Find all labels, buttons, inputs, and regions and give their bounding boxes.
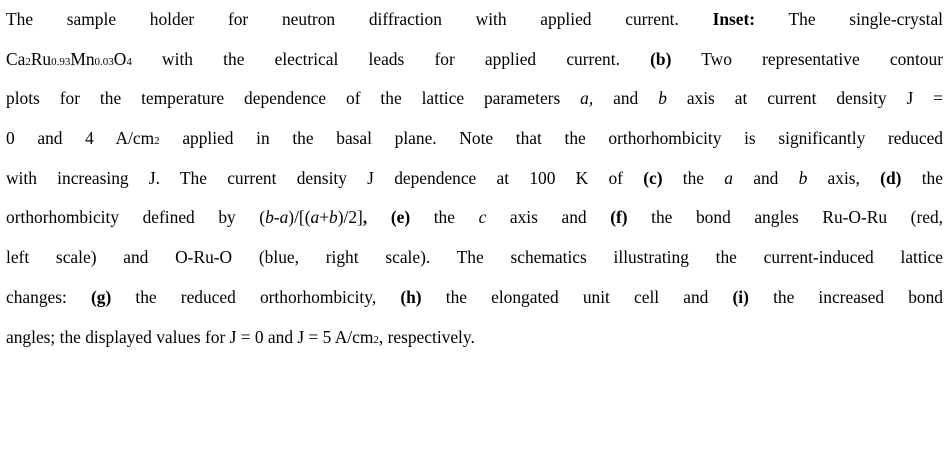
caption-line-4 <box>6 119 943 159</box>
inset-label: Inset: <box>712 9 756 29</box>
panel-label-e: (e) <box>390 207 411 228</box>
caption-text: with increasing J. The current density J dependence at 100 K of <box>6 167 623 188</box>
caption-text: orthorhombicity defined by ( <box>6 207 266 228</box>
caption-text: the bond angles Ru-O-Ru (red, <box>651 207 944 228</box>
caption-text: the reduced orthorhombicity, <box>135 286 377 307</box>
caption-text: The single-crystal <box>788 9 943 29</box>
caption-text: left scale) and O-Ru-O (blue, right scale). The schematics illustrating the current-induced lattice <box>6 247 943 268</box>
bold-comma: , <box>362 207 368 228</box>
caption-text: axis and <box>509 207 587 228</box>
caption-text: applied in the basal plane. Note that the orthorhombicity is significantly reduced <box>159 128 943 149</box>
italic-symbol: a, <box>580 88 594 109</box>
panel-label-i: (i) <box>732 286 749 307</box>
caption-text: The sample holder for neutron diffraction with applied current. <box>6 9 679 29</box>
caption-line-2 <box>6 40 943 80</box>
caption-text: and <box>753 167 779 188</box>
panel-label-d: (d) <box>880 167 902 188</box>
caption-line-9 <box>6 318 943 358</box>
caption-text: the <box>433 207 455 228</box>
formula-part: Ru <box>30 48 52 69</box>
caption-text: and <box>613 88 639 109</box>
caption-line-8 <box>6 278 943 318</box>
panel-label-g: (g) <box>90 286 112 307</box>
caption-text: axis, <box>827 167 860 188</box>
caption-text: the <box>682 167 705 188</box>
italic-symbol: a <box>724 167 733 188</box>
formula-subscript: 4 <box>126 55 132 68</box>
italic-symbol: b <box>658 88 667 109</box>
caption-line-3 <box>6 79 943 119</box>
formula-part: Mn <box>70 48 95 69</box>
caption-text: axis at current density J = <box>686 88 943 109</box>
caption-text: - <box>273 207 280 228</box>
italic-symbol: a <box>310 207 320 228</box>
italic-symbol: b <box>265 207 274 228</box>
panel-label-f: (f) <box>610 207 628 228</box>
unit-subscript: 2 <box>373 333 379 346</box>
caption-text: )/[( <box>288 207 311 228</box>
italic-symbol: b <box>329 207 338 228</box>
caption-text: plots for the temperature dependence of the lattice parameters <box>6 88 561 109</box>
formula-subscript: 0.03 <box>94 55 114 68</box>
panel-label-h: (h) <box>400 286 422 307</box>
italic-symbol: a <box>279 207 289 228</box>
formula-part: O <box>113 48 127 69</box>
figure-caption <box>6 0 943 357</box>
caption-text: 0 and 4 A/cm <box>6 128 155 149</box>
caption-text: , respectively. <box>378 326 475 347</box>
panel-label-b: (b) <box>650 48 672 69</box>
formula-subscript: 2 <box>25 55 31 68</box>
caption-text: changes: <box>6 286 67 307</box>
formula-subscript: 0.93 <box>51 55 71 68</box>
unit-subscript: 2 <box>154 135 160 148</box>
caption-text: the <box>921 167 943 188</box>
caption-line-1 <box>6 0 943 40</box>
formula-part: Ca <box>6 48 26 69</box>
caption-text: the increased bond <box>773 286 943 307</box>
caption-line-5 <box>6 159 943 199</box>
panel-label-c: (c) <box>643 167 663 188</box>
italic-symbol: c <box>478 207 487 228</box>
caption-text: )/2] <box>337 207 363 228</box>
italic-symbol: b <box>798 167 808 188</box>
caption-text: with the electrical leads for applied current. <box>131 48 620 69</box>
caption-text: angles; the displayed values for J = 0 and J = 5 A/cm <box>6 326 374 347</box>
caption-line-7 <box>6 238 943 278</box>
caption-text: the elongated unit cell and <box>445 286 709 307</box>
caption-text: + <box>319 207 330 228</box>
caption-line-6 <box>6 198 943 238</box>
caption-text: Two representative contour <box>671 48 943 69</box>
